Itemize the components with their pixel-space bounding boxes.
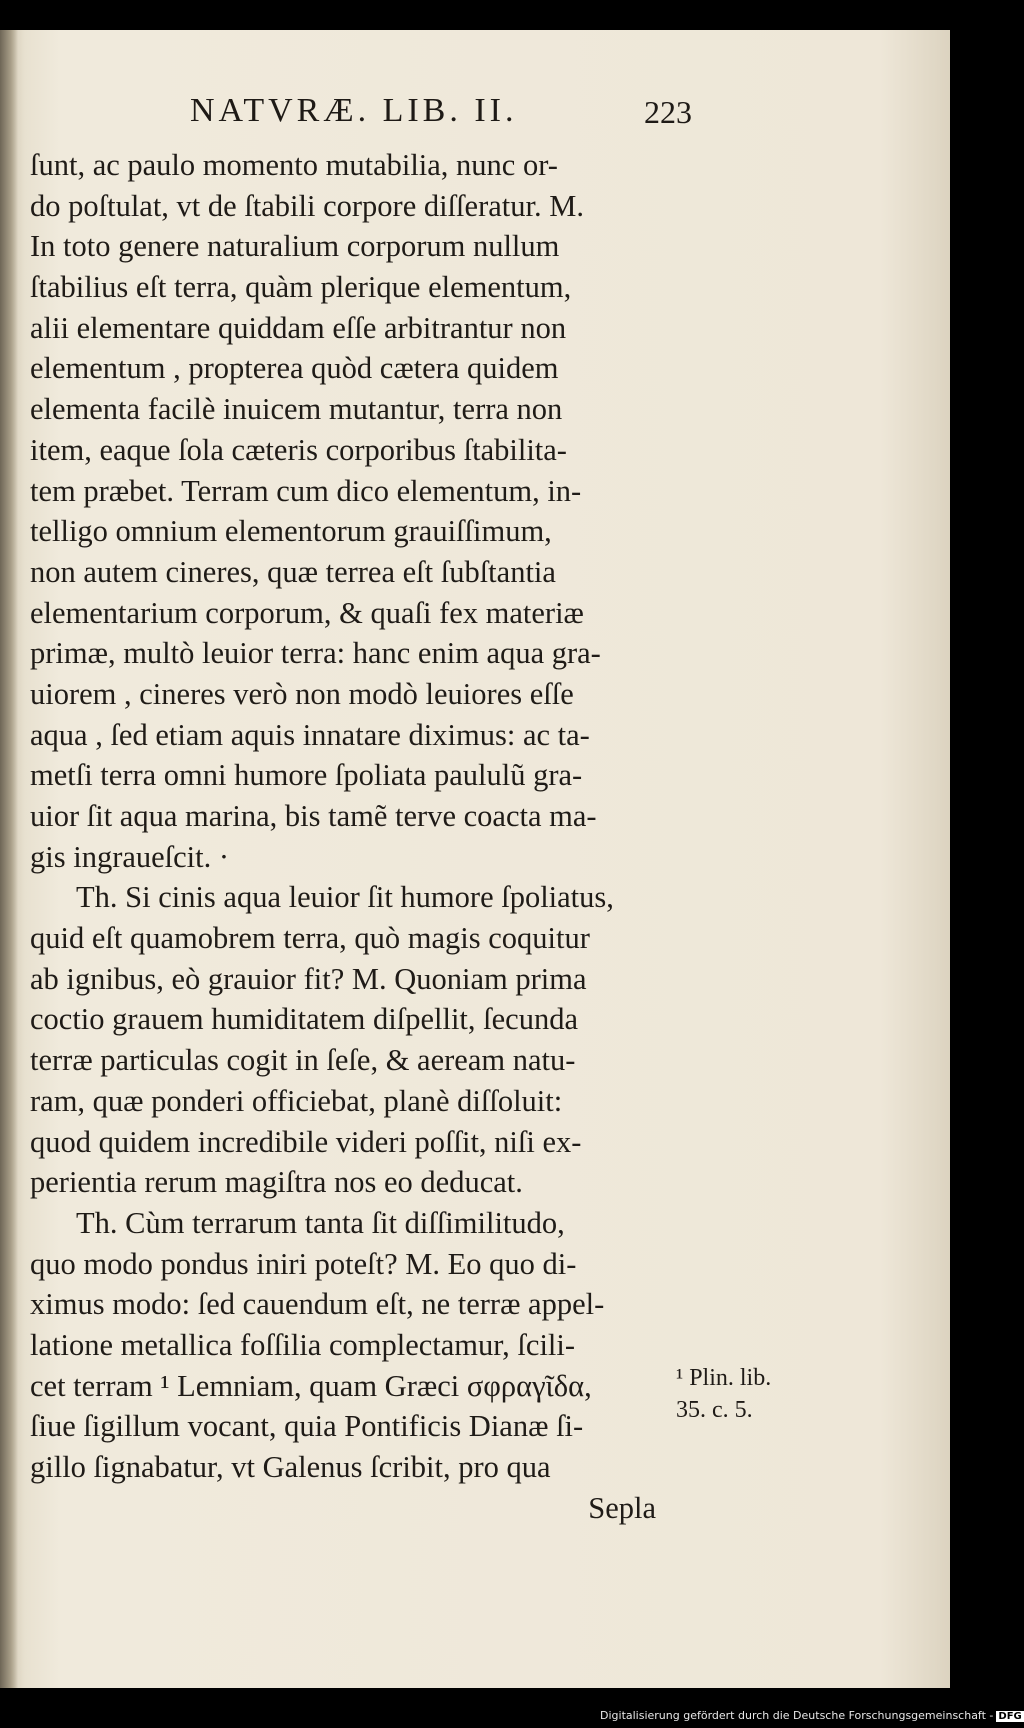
text-line: ram, quæ ponderi officiebat, planè diſſoluit: (30, 1083, 563, 1118)
text-line: ſunt, ac paulo momento mutabilia, nunc or- (30, 148, 558, 182)
text-line: cet terram ¹ Lemniam, quam Græci σφραγῖδα, (30, 1368, 592, 1403)
dfg-logo: DFG (998, 1711, 1022, 1722)
text-line: do poſtulat, vt de ſtabili corpore diſſeratur. M. (30, 188, 584, 223)
text-line: terræ particulas cogit in ſeſe, & aeream natu- (30, 1043, 576, 1078)
text-line: quo modo pondus iniri poteſt? M. Eo quo di- (30, 1246, 577, 1281)
text-line: elementum , propterea quòd cætera quidem (30, 351, 559, 386)
marginal-note-line: 35. c. 5. (676, 1397, 753, 1423)
text-line: coctio grauem humiditatem diſpellit, ſecunda (30, 1002, 578, 1037)
text-line: aqua , ſed etiam aquis innatare diximus: ac ta- (30, 717, 590, 752)
marginal-note-line: ¹ Plin. lib. (676, 1365, 772, 1391)
text-line: uiorem , cineres verò non modò leuiores eſſe (30, 676, 574, 711)
page-number: 223 (644, 94, 692, 130)
text-line: In toto genere naturalium corporum nullum (30, 229, 560, 264)
text-line: gillo ſignabatur, vt Galenus ſcribit, pro qua (30, 1450, 551, 1484)
text-line: metſi terra omni humore ſpoliata paululũ gra- (30, 758, 583, 793)
text-line: elementa facilè inuicem mutantur, terra non (30, 392, 563, 427)
text-line: Th. Si cinis aqua leuior ſit humore ſpoliatus, (76, 880, 614, 915)
text-line: uior ſit aqua marina, bis tamẽ terve coacta ma- (30, 799, 597, 833)
text-line: ſtabilius eſt terra, quàm plerique elementum, (30, 270, 572, 305)
marginal-note (676, 1362, 776, 1426)
text-line: perientia rerum magiſtra nos eo deducat. (30, 1165, 523, 1200)
text-line: ximus modo: ſed cauendum eſt, ne terræ appel- (30, 1287, 605, 1322)
page-gutter-shadow (0, 30, 18, 1688)
text-line: non autem cineres, quæ terrea eſt ſubſtantia (30, 554, 556, 589)
text-line: tem præbet. Terram cum dico elementum, in- (30, 473, 582, 508)
text-line: Sepla (588, 1490, 656, 1525)
text-line: primæ, multò leuior terra: hanc enim aqua gra- (30, 636, 601, 671)
text-line: ab ignibus, eò grauior fit? M. Quoniam prima (30, 961, 587, 996)
text-line: alii elementare quiddam eſſe arbitrantur non (30, 310, 567, 345)
text-line: quod quidem incredibile videri poſſit, niſi ex- (30, 1124, 582, 1159)
credit-text: Digitalisierung gefördert durch die Deutsche Forschungsgemeinschaft - (600, 1709, 994, 1722)
text-line: quid eſt quamobrem terra, quò magis coquitur (30, 921, 590, 956)
text-line: latione metallica foſſilia complectamur, ſcili- (30, 1327, 576, 1362)
text-line: item, eaque ſola cæteris corporibus ſtabilita- (30, 432, 567, 467)
running-title: NATVRÆ. LIB. II. (190, 92, 518, 129)
text-line: ſiue ſigillum vocant, quia Pontificis Dianæ ſi- (30, 1409, 584, 1444)
text-line: telligo omnium elementorum grauiſſimum, (30, 514, 552, 549)
text-line: Th. Cùm terrarum tanta ſit diſſimilitudo, (76, 1205, 565, 1240)
text-line: gis ingraueſcit. · (30, 839, 230, 874)
text-line: elementarium corporum, & quaſi fex materiæ (30, 595, 584, 630)
digitization-credit (600, 1709, 1022, 1722)
body-text (30, 145, 690, 1528)
